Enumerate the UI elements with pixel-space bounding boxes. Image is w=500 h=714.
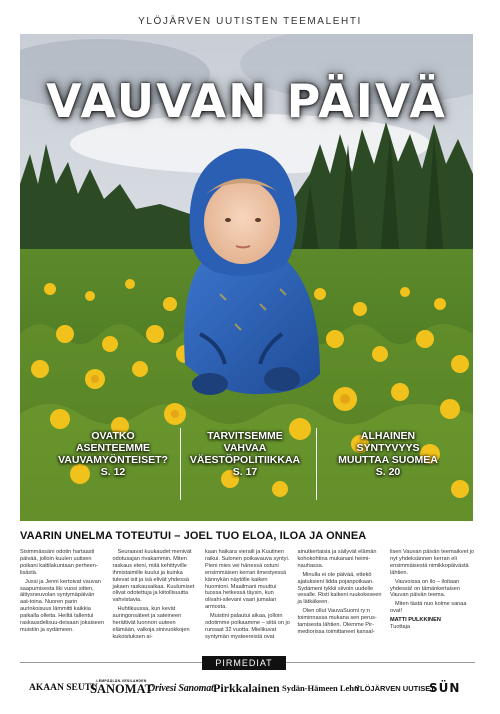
paragraph: ainutkertaisia ja säilyvät elämän kohokohtina mukanani heimi-nauhassa. [297,549,377,569]
kicker: YLÖJÄRVEN UUTISTEN TEEMALEHTI [138,16,362,27]
logo-text: YLÖJÄRVEN UUTISET [355,683,435,693]
paragraph: Muistini palautui aikaa, jolloin odotimme poikaamme – siitä on jo runsaat 32 vuotta. Mielikuvat syntymän mysteereistä ovat [205,613,290,640]
teaser-line: SYNTYVYYS [356,442,420,454]
teaser-line: VÄESTÖPOLITIIKKAA [189,454,301,466]
teaser-birth-rate[interactable] [323,430,453,478]
paragraph: lisen Vauvan päivän teemaikvet jo nyt yhdeksännen kerran eli ensimmäisestä nimikkopäivästä lähtien. [390,549,475,576]
teaser-line: ALHAINEN [360,430,416,442]
footer-brand: PIRMEDIAT [202,656,286,670]
teaser-line: VAUVAMYÖNTEISET? [58,454,168,466]
paragraph: Jussi ja Jenni kertoivat vauvan saapumisesta liki vuosi sitten, äitiysneuvolan syntymäpäivän aat-toina. Nuoren parin aurinkoisuus lämmitti kaikkia paikalla olleita. Heiltä tallentui raskausdelisuu-deisaan jokaiseen muistiin ja sydämeen. [20,578,104,633]
logo-text: Pirkkalainen [213,680,280,695]
logo-syda-hameen-lehti[interactable] [282,673,359,703]
logo-pirkkalainen[interactable] [213,673,280,703]
teaser-line: ASENTEEMME [75,442,151,454]
teaser-line: OVATKO [91,430,135,442]
logo-text: AKAAN SEUTU [29,683,98,693]
teaser-divider [316,428,317,500]
article-column [298,549,383,643]
paragraph: Huhtikuussa, kun kevät auringonsäteet ja sateineen herättivät luonnon uuteen elämään, valkoja sinivuokkojen kukoistuksen ai- [112,606,190,640]
author-name: MATTI PULKKINEN [390,617,441,624]
teaser-page: S. 17 [232,466,258,478]
article-column [113,549,198,643]
logo-orivesi-sanomat[interactable] [148,673,214,703]
teaser-attitudes[interactable] [48,430,178,478]
logo-lempaalan-vesilahden-sanomat[interactable] [90,673,153,703]
logo-text: SÜN [429,681,461,695]
logo-text: Sydän-Hämeen Lehti [282,683,360,693]
teaser-population-policy[interactable] [180,430,310,478]
publication-logos [20,673,475,703]
teaser-line: MUUTTAA SUOMEA [338,454,438,466]
paragraph: Vauvoissa on ilo – iloitaan yhdessä! on tämänkertaisen Vauvan päivän teema. [390,578,460,599]
logo-text: SANOMAT [90,682,153,697]
cover-photo [20,34,473,521]
cover-title: VAUVAN PÄIVÄ [46,74,447,128]
teaser-page: S. 12 [100,466,126,478]
paragraph: Olen ollut VauvaSuomi ry:n toiminnassa mukana sen perus-tamisesta lähtien. Olemme Pir-mediorissa toimittaneet kansal- [297,608,377,635]
paragraph: Sisimmässäni odotin hartaasti päivää, jolloin kuulen uutisen poikani kattilakuntaan perheen-lisästä. [20,549,98,576]
article-headline: VAARIN UNELMA TOTEUTUI – JOEL TUO ELOA, ILOA JA ONNEA [20,530,367,542]
logo-ylojarven-uutiset[interactable] [355,673,435,703]
paragraph: Seuraavat kuukaudet menivät odotusajan rivakammin. Miten raskaus eteni, mitä kehittyville ihmistaimille kuului ja kuinka tulevat isit ja isä elivät yhdessä jakaen raskausaikaa. Kuulumiset olivat odotettuja ja kiitollisuutta vahvistavia. [112,549,195,604]
paragraph: kaan haikara vieraili ja Kuutinen raikui. Sulonen poikavauva syntyi. Pieni mies vei hänessä ostuni ensimmäisen kerran ilmestyessä kännykän näytölle kaiken huomioni. Maailmani muuttui tuossa hetkessä täysin, kun olivahi-silevani vaari jumalan armosta. [205,549,290,611]
teaser-page: S. 20 [375,466,401,478]
logo-akaan-seutu[interactable] [29,673,98,703]
article-column [205,549,290,643]
author-title: Tuottaja [390,624,411,631]
logo-sun[interactable] [429,673,460,703]
article-body [20,549,475,643]
teaser-line: VAHVAA [223,442,267,454]
article-column [20,549,105,643]
logo-text: Orivesi Sanomat [148,682,214,694]
teaser-line: TARVITSEMME [207,430,283,442]
paragraph: Miten tästä nuo kolme sanaa ovat! [390,601,467,615]
logo-subtext: LEMPÄÄLÄN-VESILAHDEN [96,679,147,684]
paragraph: Minulla ei ole päivää, ettekö ajatuksieni lidda pojanpoikaan. Sydämeni tykkii siivoin uudelle vesalle. Risti kaikeni ruukokeseen ja lätkäkeen. [297,571,382,606]
article-column [390,549,475,643]
